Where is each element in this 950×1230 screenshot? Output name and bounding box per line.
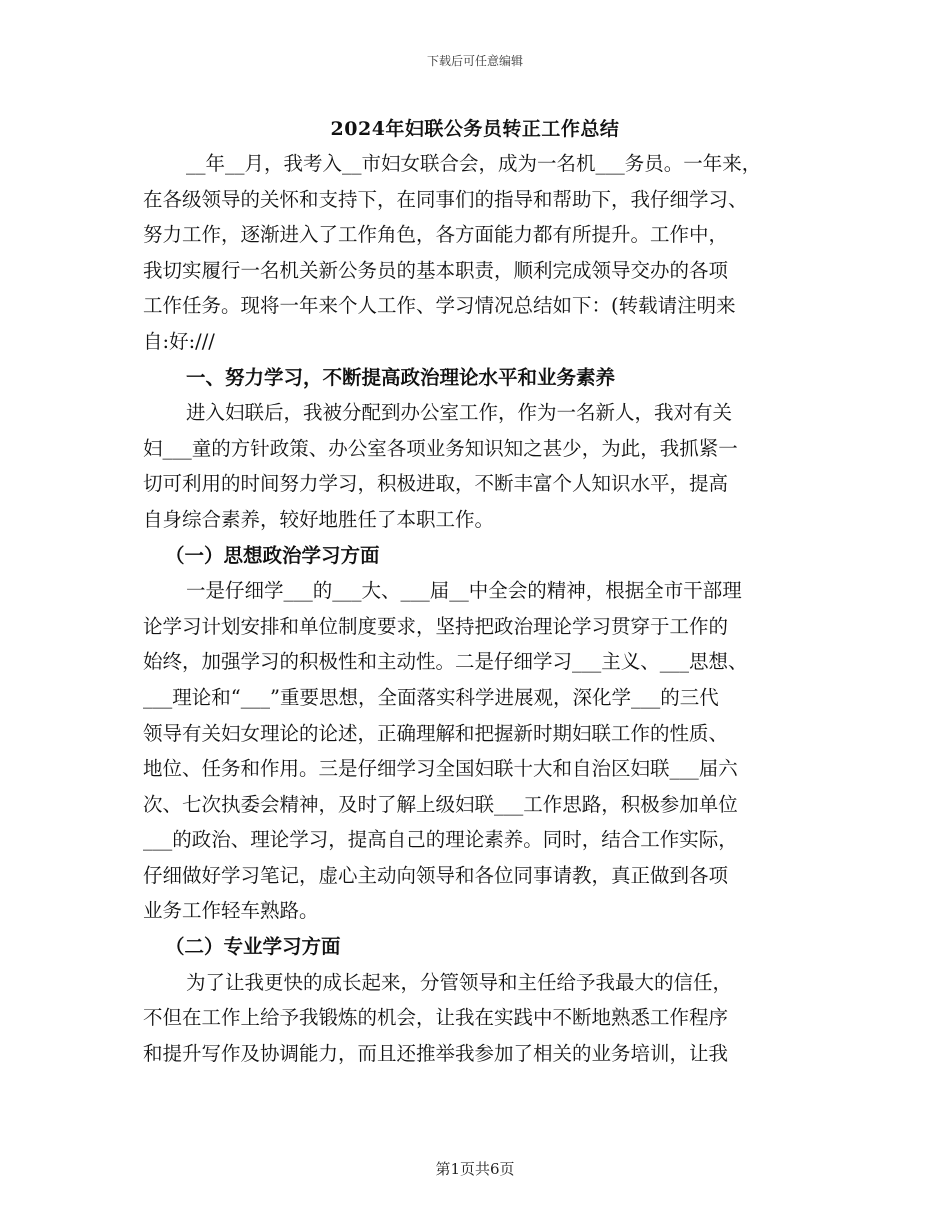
paragraph-line: 为了让我更快的成长起来，分管领导和主任给予我最大的信任，: [186, 970, 733, 994]
paragraph-line: 领导有关妇女理论的论述，正确理解和把握新时期妇联工作的性质、: [143, 721, 729, 745]
paragraph-line: 自身综合素养，较好地胜任了本职工作。: [143, 507, 495, 531]
paragraph-line: 切可利用的时间努力学习，积极进取，不断丰富个人知识水平，提高: [143, 472, 729, 496]
page-footer: 第1页共6页: [435, 1160, 515, 1178]
paragraph-line: __年__月，我考入__市妇女联合会，成为一名机___务员。一年来，: [186, 152, 762, 175]
paragraph-line: 仔细做好学习笔记，虚心主动向领导和各位同事请教，真正做到各项: [143, 863, 729, 887]
paragraph-line: ___理论和“___”重要思想，全面落实科学进展观，深化学___的三代: [143, 685, 719, 709]
paragraph-line: 和提升写作及协调能力，而且还推举我参加了相关的业务培训，让我: [143, 1041, 729, 1065]
paragraph-line: 工作任务。现将一年来个人工作、学习情况总结如下：(转载请注明来: [143, 294, 736, 318]
subsection-heading: （二）专业学习方面: [165, 935, 341, 959]
paragraph-line: 努力工作，逐渐进入了工作角色，各方面能力都有所提升。工作中，: [143, 223, 729, 247]
document-title: 2024年妇联公务员转正工作总结: [330, 118, 620, 140]
section-heading: 一、努力学习，不断提高政治理论水平和业务素养: [186, 365, 616, 389]
paragraph-line: ___的政治、理论学习，提高自己的理论素养。同时，结合工作实际，: [143, 828, 738, 852]
paragraph-line: 论学习计划安排和单位制度要求，坚持把政治理论学习贯穿于工作的: [143, 614, 729, 638]
header-note: 下载后可任意编辑: [426, 54, 523, 68]
paragraph-line: 在各级领导的关怀和支持下，在同事们的指导和帮助下，我仔细学习、: [143, 187, 748, 211]
paragraph-line: 进入妇联后，我被分配到办公室工作，作为一名新人，我对有关: [186, 401, 733, 425]
paragraph-line: 自:好:///: [143, 329, 215, 353]
paragraph-line: 妇___童的方针政策、办公室各项业务知识知之甚少，为此，我抓紧一: [143, 436, 738, 460]
document-body: [143, 146, 818, 1071]
paragraph-line: 业务工作轻车熟路。: [143, 899, 319, 923]
paragraph-line: 一是仔细学___的___大、___届__中全会的精神，根据全市干部理: [186, 579, 742, 603]
paragraph-line: 我切实履行一名机关新公务员的基本职责，顺利完成领导交办的各项: [143, 258, 729, 282]
paragraph-line: 地位、任务和作用。三是仔细学习全国妇联十大和自治区妇联___届六: [143, 757, 738, 781]
paragraph-line: 不但在工作上给予我锻炼的机会，让我在实践中不断地熟悉工作程序: [143, 1006, 729, 1030]
subsection-heading: （一）思想政治学习方面: [165, 543, 380, 567]
paragraph-line: 次、七次执委会精神，及时了解上级妇联___工作思路，积极参加单位: [143, 792, 738, 816]
paragraph-line: 始终，加强学习的积极性和主动性。二是仔细学习___主义、___思想、: [143, 650, 748, 674]
